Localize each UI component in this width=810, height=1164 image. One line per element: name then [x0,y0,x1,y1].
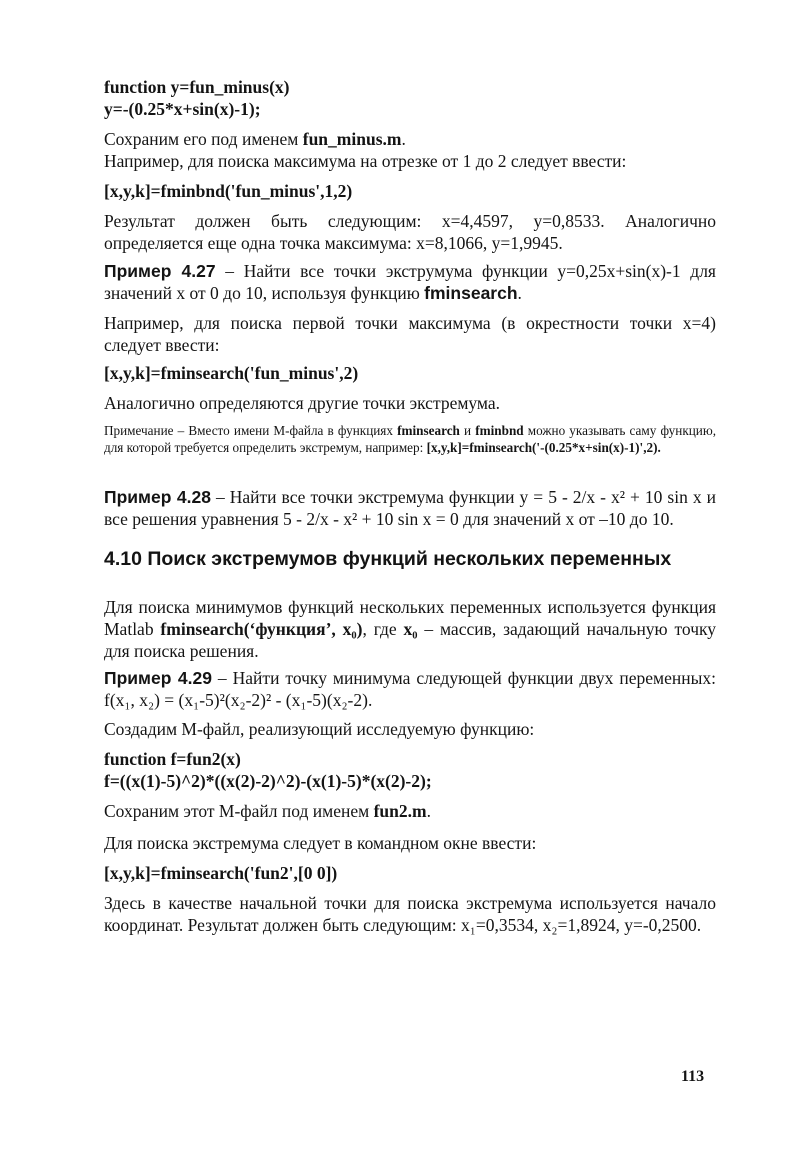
paragraph-save-fun2 [104,800,716,822]
text: Сохраним его под именем [104,129,303,149]
function-name: fminsearch [397,423,460,438]
code-block-fun2 [104,748,716,792]
text: – Найти точку минимума следующей функции двух переменных: f(x₁, x₂) = (x₁-5)²(x₂-2)² - (x₁-5)(x₂-2). [104,668,716,710]
text: можно указывать саму функцию, для которой требуется определить экстремум, например: [104,423,717,455]
text: Для поиска минимумов функций нескольких переменных используется функция Matlab [104,597,716,639]
text: . [401,129,406,149]
paragraph-intro [104,596,716,662]
paragraph-save-file [104,128,716,172]
example-4-27 [104,260,716,304]
code-inline: [x,y,k]=fminsearch('-(0.25*x+sin(x)-1)',2). [426,440,661,455]
text: – массив, задающий начальную точку для поиска решения. [104,619,717,661]
code-line: [x,y,k]=fminbnd('fun_minus',1,2) [104,181,353,201]
code-line: [x,y,k]=fminsearch('fun2',[0 0]) [104,863,338,883]
paragraph-result-1 [104,210,716,254]
text: Например, для поиска первой точки максимума (в окрестности точки x=4) следует ввести: [104,313,716,355]
paragraph-similar [104,392,716,414]
code-line: function f=fun2(x) [104,749,241,769]
text: Создадим М-файл, реализующий исследуемую функцию: [104,719,535,739]
text: Примечание – Вместо имени М-файла в функциях [104,423,398,438]
paragraph-cmd [104,832,716,854]
code-line: [x,y,k]=fminsearch('fun_minus',2) [104,363,359,383]
page-number: 113 [681,1068,705,1085]
text: Для поиска экстремума следует в командном окне ввести: [104,833,537,853]
note-block [104,422,716,456]
text: . [426,801,431,821]
file-name: fun_minus.m [302,129,402,149]
paragraph-first-max [104,312,716,356]
example-label: Пример 4.28 [104,487,211,507]
example-label: Пример 4.29 [104,668,212,688]
variable: x₀ [403,619,418,639]
code-line: y=-(0.25*x+sin(x)-1); [104,99,261,119]
paragraph-create [104,718,716,740]
section-heading [104,547,716,571]
text: – Найти все точки экструмума функции y=0,25x+sin(x)-1 для значений x от 0 до 10, используя функцию [104,261,716,303]
code-line: f=((x(1)-5)^2)*((x(2)-2)^2)-(x(1)-5)*(x(2)-2); [104,771,432,791]
code-fminbnd [104,180,716,202]
function-name: fminsearch(‘функция’, x₀) [160,619,363,639]
code-block-fun-minus [104,76,716,120]
text: , где [362,619,404,639]
text: Результат должен быть следующим: x=4,4597, y=0,8533. Аналогично определяется еще одна точка максимума: x=8,1066, y=1,9945. [104,211,716,253]
text: – Найти все точки экстремума функции y = 5 - 2/x - x² + 10 sin x и все решения уравнения 5 - 2/x - x² + 10 sin x = 0 для значений x от –10 до 10. [104,487,716,529]
example-4-28 [104,486,716,530]
text: . [517,283,522,303]
function-name: fminbnd [475,423,524,438]
code-line: function y=fun_minus(x) [104,77,290,97]
file-name: fun2.m [373,801,427,821]
text: и [459,423,476,438]
text: Сохраним этот М-файл под именем [104,801,374,821]
function-name: fminsearch [424,283,518,303]
paragraph-example: Например, для поиска максимума на отрезке от 1 до 2 следует ввести: [104,151,627,171]
text: Аналогично определяются другие точки экстремума. [104,393,501,413]
section-title: 4.10 Поиск экстремумов функций нескольких переменных [104,548,672,570]
example-4-29 [104,667,716,711]
code-fminsearch-2 [104,862,716,884]
text: Здесь в качестве начальной точки для поиска экстремума используется начало координат. Результат должен быть следующим: x₁=0,3534, x₂=1,8924, y=-0,2500. [104,893,716,935]
example-label: Пример 4.27 [104,261,216,281]
paragraph-final [104,892,716,936]
code-fminsearch-1 [104,362,716,384]
